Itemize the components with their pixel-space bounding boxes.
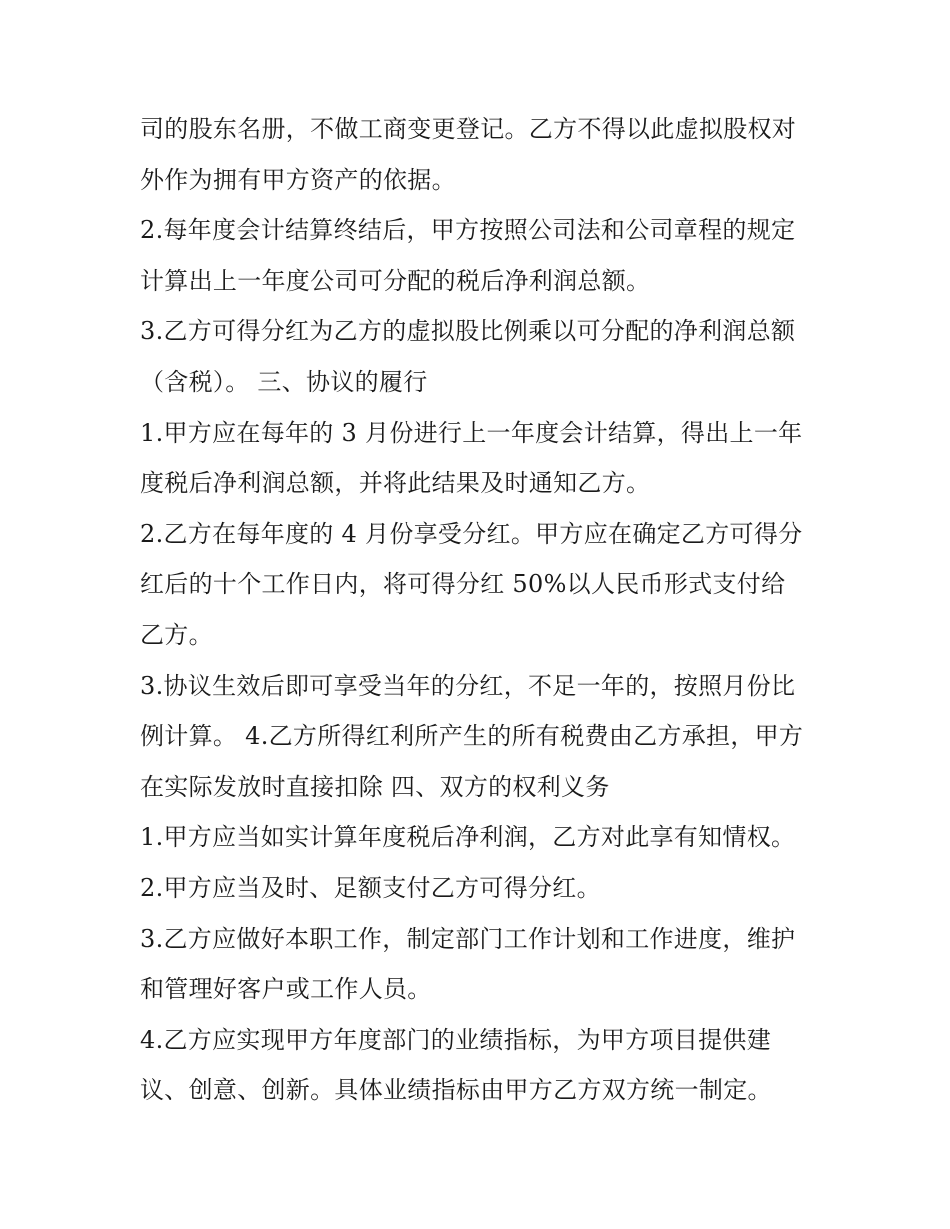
text-line: 和管理好客户或工作人员。 [140,975,432,1004]
text-line: 红后的十个工作日内，将可得分红 50%以人民币形式支付给 [140,570,786,599]
text-line: 例计算。 4.乙方所得红利所产生的所有税费由乙方承担，甲方 [140,722,804,751]
text-line: 1.甲方应当如实计算年度税后净利润，乙方对此享有知情权。 [140,823,796,852]
text-line: 2.乙方在每年度的 4 月份享受分红。甲方应在确定乙方可得分 [140,519,803,548]
text-line: 3.协议生效后即可享受当年的分红，不足一年的，按照月份比 [140,671,796,700]
text-line: 乙方。 [140,620,213,649]
text-line: 1.甲方应在每年的 3 月份进行上一年度会计结算，得出上一年 [140,418,803,447]
text-line: 3.乙方应做好本职工作，制定部门工作计划和工作进度，维护 [140,924,796,953]
text-line: 外作为拥有甲方资产的依据。 [140,165,456,194]
text-line: 在实际发放时直接扣除 四、双方的权利义务 [140,772,610,801]
document-body [140,104,820,1116]
text-line: 4.乙方应实现甲方年度部门的业绩指标，为甲方项目提供建 [140,1025,771,1054]
text-line: 3.乙方可得分红为乙方的虚拟股比例乘以可分配的净利润总额 [140,317,796,346]
text-line: 司的股东名册，不做工商变更登记。乙方不得以此虚拟股权对 [140,115,797,143]
text-line: 计算出上一年度公司可分配的税后净利润总额。 [140,266,651,295]
text-line: 议、创意、创新。具体业绩指标由甲方乙方双方统一制定。 [140,1076,772,1105]
text-line: 2.每年度会计结算终结后，甲方按照公司法和公司章程的规定 [140,216,796,245]
text-line: 2.甲方应当及时、足额支付乙方可得分红。 [140,873,601,902]
text-line: 度税后净利润总额，并将此结果及时通知乙方。 [140,469,651,498]
text-line: （含税）。 三、协议的履行 [140,367,428,396]
